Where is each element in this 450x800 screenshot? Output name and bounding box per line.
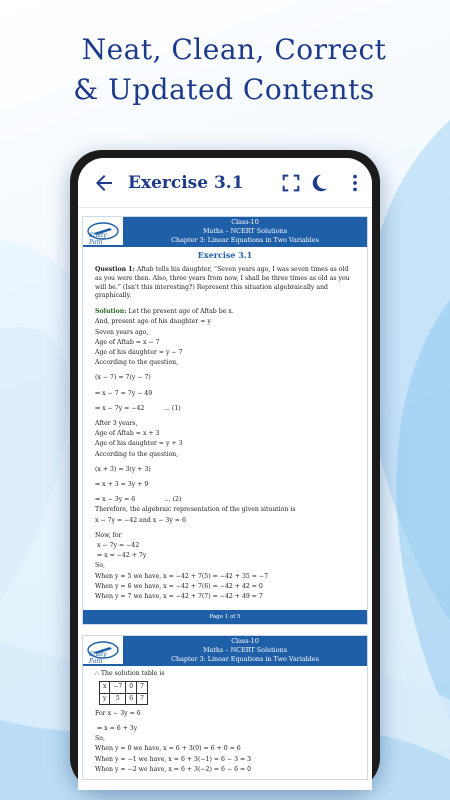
text-line: ⇒ x − 3y = 6 ... (2) [95, 496, 182, 504]
exercise-title: Exercise 3.1 [197, 250, 253, 260]
table-cell: 0 [126, 682, 137, 693]
header-class: Class-10 [231, 218, 259, 226]
table-cell: 7 [137, 693, 148, 704]
pdf-viewer[interactable] [82, 216, 368, 790]
text-line: And, present age of his daughter = y [95, 318, 211, 326]
text-line: Seven years ago, [95, 328, 149, 336]
table-cell: −7 [110, 682, 126, 693]
text-line: According to the question, [95, 450, 179, 458]
page-number-bar: Page 1 of 5 [83, 610, 367, 624]
page-body [83, 266, 367, 606]
page-body [83, 666, 367, 779]
phone-screen [78, 158, 372, 790]
solution-line [95, 307, 357, 317]
text-line: So, [95, 562, 105, 570]
promo-line-1: Neat, Clean, Correct [81, 33, 387, 66]
pdf-page-1 [82, 216, 368, 625]
header-class: Class-10 [231, 637, 259, 646]
table-row [100, 693, 148, 704]
text-line: x − 7y = −42 and x − 3y = 6 [95, 516, 186, 524]
text-line: When y = 6 we have, x = −42 + 7(6) = −42 + 42 = 0 [95, 582, 263, 590]
night-mode-icon[interactable] [308, 172, 330, 194]
question-text: Aftab tells his daughter, “Seven years ago, I was seven times as old as you were then. Also, three years from now, I shall be three times as old as you will be.” (Isn't this interesting?) Represent this situation algebraically and graphically. [95, 266, 350, 300]
text-line: After 3 years, [95, 420, 138, 428]
text-line: Age of Aftab = x + 3 [95, 430, 160, 438]
header-chapter: Chapter 3: Linear Equations in Two Variables [171, 236, 319, 244]
solution-table [99, 681, 148, 704]
more-vert-icon[interactable] [344, 172, 366, 194]
text-line: According to the question, [95, 359, 179, 367]
text-line: ⇒ x + 3 = 3y + 9 [95, 481, 149, 489]
text-line: Age of Aftab = x − 7 [95, 338, 160, 346]
header-band [123, 217, 367, 245]
header-subject: Maths – NCERT Solutions [203, 646, 287, 655]
table-cell: 6 [126, 693, 137, 704]
text-line: When y = 7 we have, x = −42 + 7(7) = −42 + 49 = 7 [95, 593, 263, 601]
table-cell: y [100, 693, 110, 704]
text-line: ∴ The solution table is [95, 670, 165, 678]
text-line: ⇒ x − 7y = −42 ... (1) [95, 404, 181, 412]
text-line: When y = −2 we have, x = 6 + 3(−2) = 6 − 6 = 0 [95, 765, 252, 773]
solution-text: Let the present age of Aftab be x. [126, 308, 234, 316]
text-line: (x + 3) = 3(y + 3) [95, 465, 151, 473]
table-row [100, 682, 148, 693]
text-line: Now, for [95, 531, 122, 539]
text-line: Therefore, the algebraic representation of the given situation is [95, 506, 296, 514]
text-line: ⇒ x = −42 + 7y [95, 552, 147, 560]
text-line: ⇒ x = 6 + 3y [95, 725, 138, 733]
solution-label: Solution: [95, 308, 127, 316]
logo-text: Study Path [89, 232, 107, 246]
text-line: (x − 7) = 7(y − 7) [95, 374, 151, 382]
text-line: When y = 5 we have, x = −42 + 7(5) = −42 + 35 = −7 [95, 572, 269, 580]
fullscreen-icon[interactable] [280, 172, 302, 194]
table-cell: x [100, 682, 110, 693]
back-arrow-icon[interactable] [92, 171, 116, 195]
study-path-logo [85, 218, 121, 246]
promo-headline [0, 30, 450, 110]
text-line: Age of his daughter = y + 3 [95, 440, 183, 448]
header-subject: Maths – NCERT Solutions [203, 227, 287, 235]
header-band [123, 636, 367, 664]
table-cell: 7 [137, 682, 148, 693]
header-chapter: Chapter 3: Linear Equations in Two Variables [171, 655, 319, 664]
text-line: When y = 0 we have, x = 6 + 3(0) = 6 + 0 = 6 [95, 745, 241, 753]
page-header [83, 636, 367, 666]
page-title: Exercise 3.1 [128, 172, 244, 193]
logo-text: Study Path [89, 651, 107, 666]
text-line: Age of his daughter = y − 7 [95, 349, 183, 356]
question [95, 266, 357, 301]
text-line: When y = −1 we have, x = 6 + 3(−1) = 6 − 3 = 3 [95, 755, 252, 763]
text-line: So, [95, 735, 105, 743]
text-line: x − 7y = −42 [95, 542, 140, 550]
promo-line-2: & Updated Contents [73, 73, 375, 106]
phone-frame [70, 150, 380, 790]
text-line: ⇒ x − 7 = 7y − 49 [95, 389, 153, 397]
table-cell: 5 [110, 693, 126, 704]
study-path-logo [85, 637, 121, 665]
page-header [83, 217, 367, 247]
pdf-page-2 [82, 635, 368, 780]
text-line: For x − 3y = 6 [95, 709, 141, 717]
question-label: Question 1: [95, 266, 135, 273]
app-bar [78, 158, 372, 208]
